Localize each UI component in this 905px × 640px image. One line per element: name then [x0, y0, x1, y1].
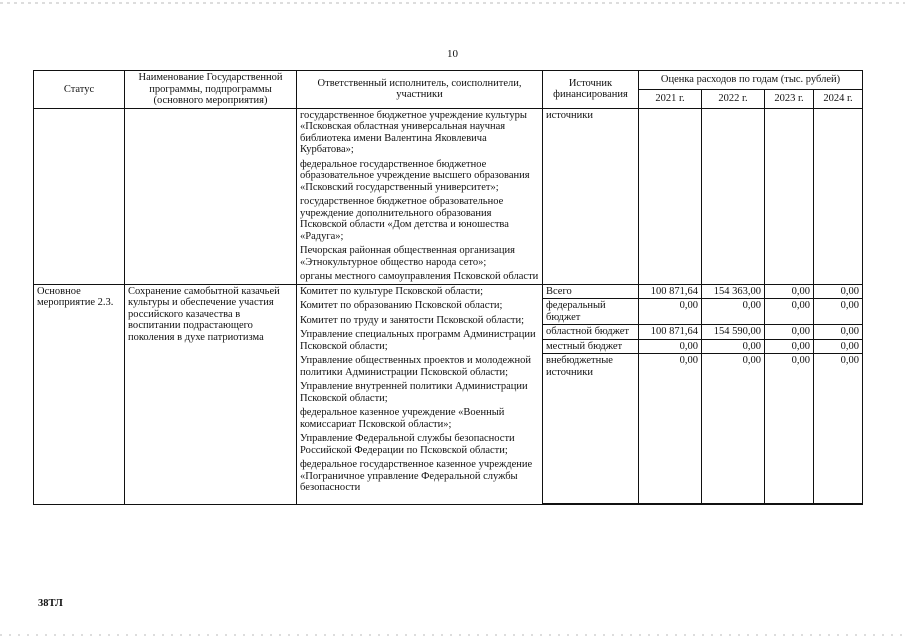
activity-responsible	[297, 284, 543, 505]
continued-row	[34, 108, 863, 284]
funding-value: 0,00	[639, 299, 702, 325]
responsible-item: органы местного самоуправления Псковской области	[300, 271, 539, 282]
funding-value: 0,00	[765, 284, 814, 299]
funding-value: 0,00	[765, 354, 814, 504]
header-year: 2024 г.	[814, 89, 863, 108]
responsible-item: Управление внутренней политики Администрации Псковской области;	[300, 381, 528, 404]
funding-value: 0,00	[765, 299, 814, 325]
source-cell: источники	[543, 108, 639, 284]
header-row-1	[34, 71, 863, 90]
responsible-item: федеральное государственное бюджетное образовательное учреждение высшего образования «Псковский государственный университет»;	[300, 158, 530, 193]
spacer-cell	[639, 504, 702, 505]
responsible-cell	[297, 108, 543, 284]
funding-value: 154 590,00	[702, 325, 765, 340]
funding-source: внебюджетные источники	[543, 354, 639, 504]
funding-value: 0,00	[765, 325, 814, 340]
funding-source: местный бюджет	[543, 339, 639, 354]
funding-value: 100 871,64	[639, 284, 702, 299]
funding-source: федеральный бюджет	[543, 299, 639, 325]
spacer-cell	[543, 504, 639, 505]
activity-name: Сохранение самобытной казачьей культуры и обеспечение участия российского казачества в воспитании подрастающего поколения в духе патриотизма	[125, 284, 297, 505]
header-expenses: Оценка расходов по годам (тыс. рублей)	[639, 71, 863, 90]
responsible-item: федеральное государственное казенное учреждение «Пограничное управление Федеральной службы безопасности	[300, 459, 533, 493]
value-cell	[814, 108, 863, 284]
funding-value: 0,00	[639, 339, 702, 354]
scan-noise-bottom	[0, 634, 905, 636]
value-cell	[639, 108, 702, 284]
header-status: Статус	[34, 71, 125, 109]
activity-status: Основное мероприятие 2.3.	[34, 284, 125, 505]
responsible-item: Управление специальных программ Администрации Псковской области;	[300, 329, 536, 352]
funding-source: областной бюджет	[543, 325, 639, 340]
funding-value: 0,00	[639, 354, 702, 504]
responsible-item: Управление общественных проектов и молодежной политики Администрации Псковской области;	[300, 355, 531, 378]
funding-value: 0,00	[814, 339, 863, 354]
responsible-item: Управление Федеральной службы безопасности Российской Федерации по Псковской области;	[300, 433, 515, 456]
activity-row	[34, 284, 863, 299]
responsible-item: государственное бюджетное учреждение культуры «Псковская областная универсальная научная библиотека имени Валентина Яковлевича Курбатова»;	[300, 109, 527, 155]
scan-noise-top	[0, 2, 905, 4]
header-program: Наименование Государственной программы, подпрограммы (основного мероприятия)	[125, 71, 297, 109]
header-year: 2021 г.	[639, 89, 702, 108]
spacer-cell	[814, 504, 863, 505]
funding-value: 0,00	[814, 325, 863, 340]
header-responsible: Ответственный исполнитель, соисполнители, участники	[297, 71, 543, 109]
spacer-cell	[765, 504, 814, 505]
funding-source: Всего	[543, 284, 639, 299]
program-table	[33, 70, 863, 505]
responsible-item: Печорская районная общественная организация «Этнокультурное общество народа сето»;	[300, 245, 515, 268]
program-cell	[125, 108, 297, 284]
responsible-item: Комитет по культуре Псковской области;	[300, 285, 484, 297]
responsible-item: государственное бюджетное образовательное учреждение дополнительного образования Псковской области «Дом детства и юношества «Радуга»;	[300, 196, 509, 242]
responsible-item: Комитет по образованию Псковской области;	[300, 300, 503, 311]
funding-value: 0,00	[814, 284, 863, 299]
responsible-item: Комитет по труду и занятости Псковской области;	[300, 314, 525, 326]
value-cell	[765, 108, 814, 284]
header-year: 2023 г.	[765, 89, 814, 108]
footer-code: 38ТЛ	[38, 598, 63, 609]
value-cell	[702, 108, 765, 284]
funding-value: 0,00	[702, 299, 765, 325]
funding-value: 0,00	[765, 339, 814, 354]
funding-value: 0,00	[702, 339, 765, 354]
header-source: Источник финансирования	[543, 71, 639, 109]
funding-value: 154 363,00	[702, 284, 765, 299]
spacer-cell	[702, 504, 765, 505]
header-year: 2022 г.	[702, 89, 765, 108]
funding-value: 100 871,64	[639, 325, 702, 340]
responsible-item: федеральное казенное учреждение «Военный комиссариат Псковской области»;	[300, 407, 505, 430]
funding-value: 0,00	[814, 354, 863, 504]
funding-value: 0,00	[814, 299, 863, 325]
status-cell	[34, 108, 125, 284]
page-number: 10	[447, 48, 458, 60]
funding-value: 0,00	[702, 354, 765, 504]
